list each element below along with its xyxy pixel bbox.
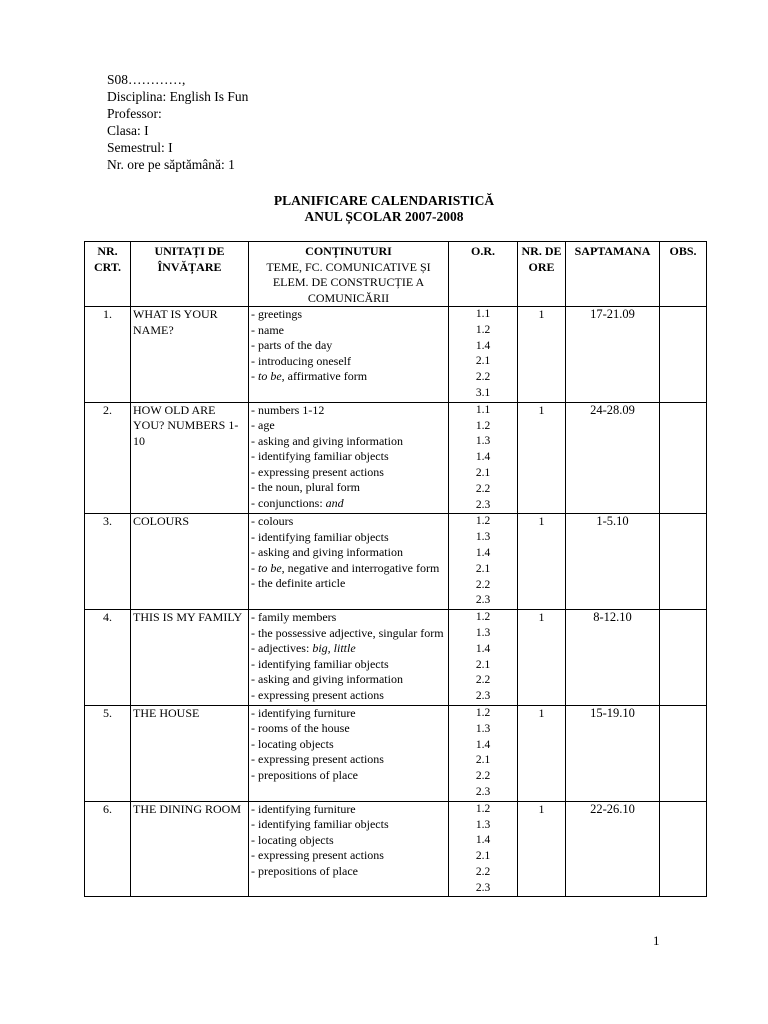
content-item-text: - prepositions of place (251, 767, 358, 782)
hours-cell: 1 (518, 402, 566, 514)
or-code: 2.2 (475, 482, 491, 495)
week-cell: 8-12.10 (566, 610, 660, 706)
or-code: 2.3 (475, 690, 491, 703)
contents-cell (249, 514, 449, 610)
planning-table (84, 241, 707, 897)
content-item-text: - locating objects (251, 736, 334, 751)
content-item (251, 626, 446, 642)
or-code: 2.1 (475, 562, 491, 575)
header-class: Clasa: I (107, 123, 149, 138)
content-item (251, 434, 446, 450)
content-item-text: - the possessive adjective, singular form (251, 625, 444, 640)
header-continuturi-title: CONȚINUTURI (305, 244, 392, 258)
or-code: 1.2 (475, 515, 491, 528)
content-item (251, 848, 446, 864)
content-item-text: - expressing present actions (251, 848, 384, 863)
learning-unit: THE DINING ROOM (131, 801, 249, 897)
content-item (251, 817, 446, 833)
content-item-text-suffix: , affirmative form (281, 369, 368, 383)
content-item-text: - identifying furniture (251, 705, 356, 720)
or-code: 1.4 (475, 451, 491, 464)
content-item (251, 323, 446, 339)
row-number: 1. (85, 307, 131, 403)
or-code: 1.3 (475, 531, 491, 544)
content-item-text: - adjectives: (251, 641, 313, 656)
content-item-text: - colours (251, 514, 294, 529)
content-item-text: - conjunctions: (251, 495, 326, 510)
or-code: 1.4 (475, 339, 491, 352)
title-line-1: PLANIFICARE CALENDARISTICĂ (273, 193, 495, 208)
or-code: 1.1 (475, 308, 491, 320)
content-item-text: - expressing present actions (251, 687, 384, 702)
hours-cell: 1 (518, 307, 566, 403)
or-code: 2.1 (475, 466, 491, 479)
content-item-text: - locating objects (251, 832, 334, 847)
content-item (251, 672, 446, 688)
learning-unit: THIS IS MY FAMILY (131, 610, 249, 706)
hours-cell: 1 (518, 610, 566, 706)
or-code: 2.3 (475, 594, 491, 607)
contents-cell (249, 705, 449, 801)
header-nr-crt: NR. CRT. (85, 242, 131, 307)
header-semester: Semestrul: I (107, 140, 173, 155)
content-item (251, 496, 446, 512)
content-item-text: - (251, 369, 258, 383)
content-item (251, 354, 446, 370)
table-header-row (85, 242, 707, 307)
obs-cell (660, 801, 707, 897)
content-item-text: - age (251, 418, 275, 433)
header-unitati: UNITAȚI DE ÎNVĂȚARE (131, 242, 249, 307)
content-item (251, 610, 446, 626)
content-item (251, 465, 446, 481)
content-item-text: - name (251, 322, 284, 337)
contents-cell (249, 801, 449, 897)
row-number: 4. (85, 610, 131, 706)
content-item-text: - rooms of the house (251, 721, 350, 736)
content-item-text: - identifying furniture (251, 801, 356, 816)
header-or: O.R. (449, 242, 518, 307)
content-item-emphasis: big, little (312, 641, 356, 656)
header-obs: OBS. (660, 242, 707, 307)
content-item (251, 688, 446, 704)
or-code: 1.3 (475, 722, 491, 735)
content-item (251, 480, 446, 496)
content-item (251, 514, 446, 530)
content-item-emphasis: and (325, 495, 344, 510)
obs-cell (660, 705, 707, 801)
header-discipline: Disciplina: English Is Fun (107, 89, 249, 104)
content-item-text: - identifying familiar objects (251, 449, 389, 464)
content-item-text-suffix: , negative and interrogative form (281, 560, 440, 575)
hours-cell: 1 (518, 514, 566, 610)
header-professor: Professor: (107, 106, 162, 121)
title-line-2: ANUL ȘCOLAR 2007-2008 (304, 209, 464, 224)
document-title (0, 193, 768, 225)
page-number: 1 (653, 933, 660, 948)
or-code: 2.2 (475, 865, 491, 878)
or-code: 3.1 (475, 386, 491, 399)
content-item (251, 864, 446, 880)
header-continuturi (249, 242, 449, 307)
content-item-emphasis: to be (258, 369, 282, 383)
content-item (251, 369, 446, 385)
content-item-text: - parts of the day (251, 338, 333, 352)
header-hours-per-week: Nr. ore pe săptămână: 1 (107, 157, 235, 172)
table-row (85, 705, 707, 801)
or-code: 2.3 (475, 881, 491, 894)
row-number: 6. (85, 801, 131, 897)
content-item (251, 403, 446, 419)
or-code: 1.3 (475, 818, 491, 831)
or-code: 2.1 (475, 754, 491, 767)
content-item-text: - introducing oneself (251, 353, 351, 368)
content-item-text: - prepositions of place (251, 863, 358, 878)
or-code: 1.3 (475, 626, 491, 639)
content-item-text: - expressing present actions (251, 464, 384, 479)
content-item (251, 721, 446, 737)
content-item (251, 561, 446, 577)
content-item (251, 545, 446, 561)
or-code: 1.2 (475, 323, 491, 336)
document-header (107, 71, 248, 173)
learning-unit: THE HOUSE (131, 705, 249, 801)
learning-unit: HOW OLD ARE YOU? NUMBERS 1-10 (131, 402, 249, 514)
week-cell: 1-5.10 (566, 514, 660, 610)
content-item-text: - identifying familiar objects (251, 817, 389, 832)
or-code: 1.3 (475, 435, 491, 448)
contents-cell (249, 307, 449, 403)
or-code: 2.3 (475, 498, 491, 511)
or-cell (449, 307, 518, 403)
or-cell (449, 402, 518, 514)
content-item (251, 768, 446, 784)
content-item (251, 530, 446, 546)
row-number: 3. (85, 514, 131, 610)
obs-cell (660, 402, 707, 514)
or-code: 1.4 (475, 738, 491, 751)
content-item (251, 418, 446, 434)
or-code: 2.1 (475, 658, 491, 671)
content-item-text: - the noun, plural form (251, 480, 360, 495)
obs-cell (660, 514, 707, 610)
row-number: 5. (85, 705, 131, 801)
table-row (85, 514, 707, 610)
or-code: 2.3 (475, 785, 491, 798)
hours-cell: 1 (518, 801, 566, 897)
table-body (85, 307, 707, 897)
week-cell: 17-21.09 (566, 307, 660, 403)
table-row (85, 307, 707, 403)
header-continuturi-subtitle: TEME, FC. COMUNICATIVE ȘI ELEM. DE CONSTRUCȚIE A COMUNICĂRII (266, 259, 431, 305)
header-school: S08…………, (107, 72, 186, 87)
content-item-text: - (251, 560, 258, 575)
obs-cell (660, 610, 707, 706)
header-nr-ore: NR. DE ORE (518, 242, 566, 307)
or-code: 1.2 (475, 802, 491, 815)
or-code: 1.2 (475, 611, 491, 624)
content-item (251, 802, 446, 818)
content-item-text: - asking and giving information (251, 672, 403, 687)
or-cell (449, 705, 518, 801)
learning-unit: WHAT IS YOUR NAME? (131, 307, 249, 403)
contents-cell (249, 402, 449, 514)
learning-unit: COLOURS (131, 514, 249, 610)
content-item-text: - the definite article (251, 576, 346, 591)
content-item-text: - family members (251, 610, 337, 625)
content-item-emphasis: to be (258, 560, 282, 575)
or-cell (449, 610, 518, 706)
content-item (251, 833, 446, 849)
week-cell: 24-28.09 (566, 402, 660, 514)
or-code: 1.4 (475, 546, 491, 559)
hours-cell: 1 (518, 705, 566, 801)
content-item-text: - numbers 1-12 (251, 402, 325, 417)
header-saptamana: SAPTAMANA (566, 242, 660, 307)
or-code: 2.2 (475, 578, 491, 591)
content-item (251, 657, 446, 673)
content-item (251, 307, 446, 323)
content-item (251, 576, 446, 592)
obs-cell (660, 307, 707, 403)
or-code: 1.2 (475, 419, 491, 432)
content-item-text: - asking and giving information (251, 545, 403, 560)
content-item (251, 338, 446, 354)
or-code: 1.4 (475, 834, 491, 847)
content-item (251, 641, 446, 657)
table-row (85, 801, 707, 897)
week-cell: 22-26.10 (566, 801, 660, 897)
or-cell (449, 801, 518, 897)
content-item (251, 737, 446, 753)
content-item-text: - identifying familiar objects (251, 656, 389, 671)
content-item (251, 706, 446, 722)
row-number: 2. (85, 402, 131, 514)
table-row (85, 610, 707, 706)
or-code: 2.1 (475, 850, 491, 863)
or-code: 1.4 (475, 642, 491, 655)
or-code: 2.2 (475, 770, 491, 783)
contents-cell (249, 610, 449, 706)
content-item-text: - asking and giving information (251, 433, 403, 448)
week-cell: 15-19.10 (566, 705, 660, 801)
or-code: 1.1 (475, 403, 491, 416)
content-item-text: - expressing present actions (251, 752, 384, 767)
content-item-text: - identifying familiar objects (251, 529, 389, 544)
or-code: 1.2 (475, 706, 491, 719)
content-item (251, 752, 446, 768)
content-item (251, 449, 446, 465)
or-code: 2.2 (475, 371, 491, 384)
table-row (85, 402, 707, 514)
or-cell (449, 514, 518, 610)
content-item-text: - greetings (251, 307, 302, 321)
or-code: 2.2 (475, 674, 491, 687)
or-code: 2.1 (475, 355, 491, 368)
